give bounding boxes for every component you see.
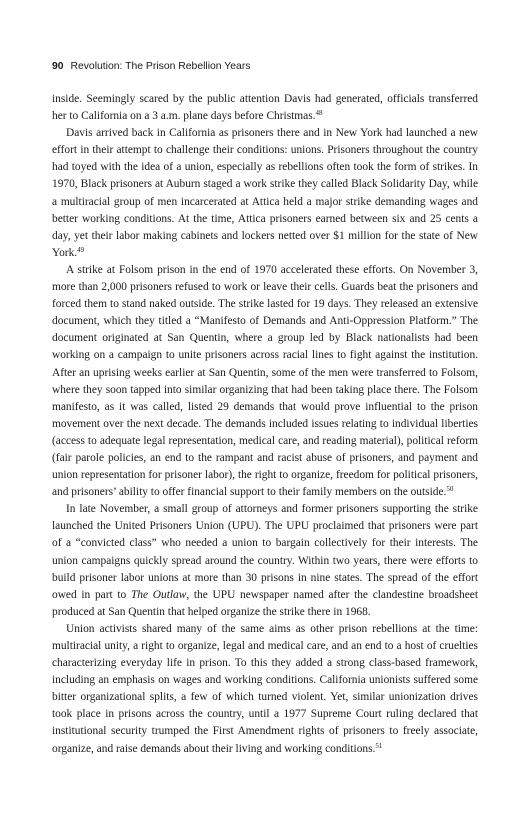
endnote-ref-48: 48 — [315, 109, 323, 118]
body-text — [52, 91, 478, 758]
endnote-ref-51: 51 — [375, 741, 383, 750]
paragraph-text: In late November, a small group of attorneys and former prisoners supporting the strike launched the United Prisoners Union (UPU). The UPU proclaimed that prisoners were part of a “convicted class” who needed a union to bargain collectively for their interests. The union campaigns quickly spread around the country. Within two years, there were efforts to build prisoner labor unions at more than 30 prisons in nine states. The spread of the effort owed in part to — [52, 503, 478, 601]
paragraph-1 — [52, 91, 478, 125]
paragraph-text: , the UPU newspaper named after the clandestine broadsheet produced at San Quentin that helped organize the strike there in 1968. — [52, 588, 478, 618]
paragraph-4 — [52, 501, 478, 621]
paragraph-2 — [52, 125, 478, 262]
paragraph-text: A strike at Folsom prison in the end of 1970 accelerated these efforts. On November 3, more than 2,000 prisoners refused to work or leave their cells. Guards beat the prisoners and forced them to stand naked outside. The strike lasted for 19 days. They released an extensive document, which they titled a “Manifesto of Demands and Anti-Oppression Platform.” The document originated at San Quentin, where a group led by Black nationalists had been working on a campaign to unite prisoners across racial lines to fight against the institution. After an uprising weeks earlier at San Quentin, some of the men were transferred to Folsom, where they soon tapped into similar organizing that had been taking place there. The Folsom manifesto, as it was called, listed 29 demands that would prove influential to the prison movement over the next decade. The demands included issues relating to individual liberties (access to adequate legal representation, medical care, and reading material), political reform (fair parole policies, an end to the rampant and racist abuse of prisoners, and payment and union representation for prisoner labor), the right to organize, freedom for political prisoners, and prisoners’ ability to offer financial support to their family members on the outside. — [52, 263, 478, 499]
paragraph-text: inside. Seemingly scared by the public attention Davis had generated, officials transferred her to California on a 3 a.m. plane days before Christmas. — [52, 93, 478, 123]
endnote-ref-50: 50 — [446, 485, 454, 494]
running-header — [52, 61, 482, 72]
paragraph-5 — [52, 621, 478, 758]
paragraph-text: Union activists shared many of the same aims as other prison rebellions at the time: multiracial unity, a right to organize, legal and medical care, and an end to a host of cruelties characterizing everyday life in prison. To this they added a strong class-based framework, including an emphasis on wages and working conditions. California unionists suffered some bitter organizational splits, a few of which turned violent. Yet, similar unionization drives took place in prisons across the country, until a 1977 Supreme Court ruling declared that institutional security trumped the First Amendment rights of prisoners to freely associate, organize, and raise demands about their living and working conditions. — [52, 622, 478, 755]
running-title: Revolution: The Prison Rebellion Years — [70, 61, 251, 72]
endnote-ref-49: 49 — [77, 245, 85, 254]
paragraph-3 — [52, 262, 478, 501]
newspaper-title: The Outlaw — [130, 588, 187, 601]
page-number: 90 — [52, 61, 64, 72]
paragraph-text: Davis arrived back in California as prisoners there and in New York had launched a new effort in their attempt to challenge their conditions: unions. Prisoners throughout the country had toyed with the idea of a union, especially as rebellions often took the form of strikes. In 1970, Black prisoners at Auburn staged a work strike they called Black Solidarity Day, while a multiracial group of men incarcerated at Attica held a major strike demanding wages and better working conditions. At the time, Attica prisoners earned between six and 25 cents a day, yet their labor making cabinets and lockers netted over $1 million for the state of New York. — [52, 127, 478, 259]
